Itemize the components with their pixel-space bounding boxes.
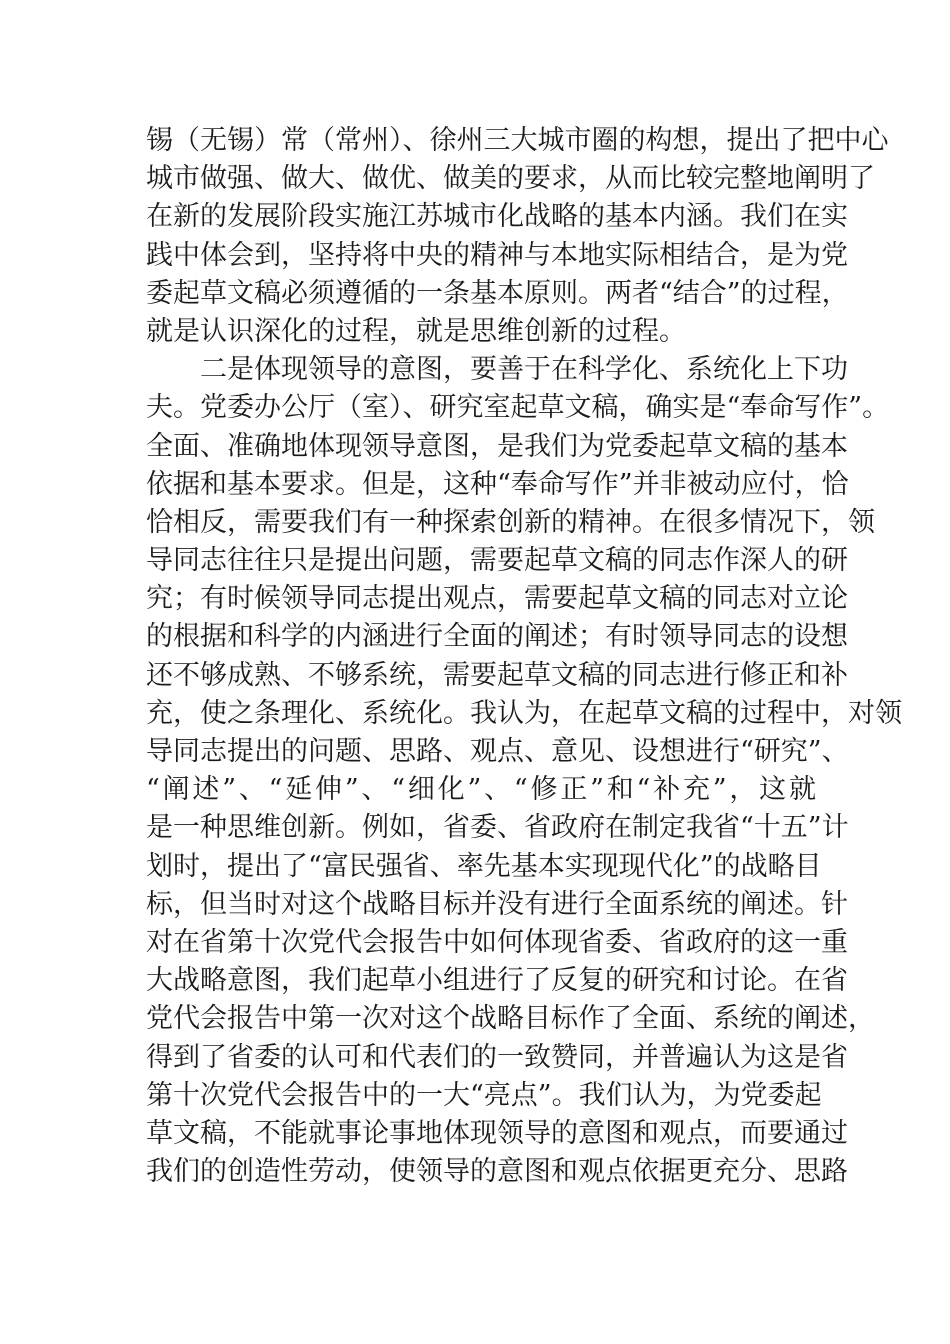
text-line: 是一种思维创新。例如，省委、省政府在制定我省“十五”计	[146, 812, 849, 844]
text-line: 二是体现领导的意图，要善于在科学化、系统化上下功	[200, 354, 848, 386]
text-line: 的根据和科学的内涵进行全面的阐述；有时领导同志的设想	[146, 621, 848, 653]
text-line: 草文稿，不能就事论事地体现领导的意图和观点，而要通过	[146, 1117, 848, 1149]
text-line: 委起草文稿必须遵循的一条基本原则。两者“结合”的过程，	[146, 277, 849, 309]
text-line: 城市做强、做大、做优、做美的要求，从而比较完整地阐明了	[146, 163, 875, 195]
text-line: 恰相反，需要我们有一种探索创新的精神。在很多情况下，领	[146, 506, 875, 538]
paragraph-2	[146, 351, 902, 1191]
text-line: 锡（无锡）常（常州）、徐州三大城市圈的构想，提出了把中心	[146, 125, 889, 156]
text-line: 导同志往往只是提出问题，需要起草文稿的同志作深人的研	[146, 545, 848, 577]
text-line: 就是认识深化的过程，就是思维创新的过程。	[146, 315, 686, 347]
text-line: 得到了省委的认可和代表们的一致赞同，并普遍认为这是省	[146, 1041, 848, 1073]
text-line: 在新的发展阶段实施江苏城市化战略的基本内涵。我们在实	[146, 201, 848, 233]
text-line: 我们的创造性劳动，使领导的意图和观点依据更充分、思路	[146, 1156, 848, 1188]
text-line: 践中体会到，坚持将中央的精神与本地实际相结合，是为党	[146, 239, 848, 271]
text-line: 导同志提出的问题、思路、观点、意见、设想进行“研究”、	[146, 736, 849, 767]
text-line: 划时，提出了“富民强省、率先基本实现现代化”的战略目	[146, 850, 822, 882]
text-line: 对在省第十次党代会报告中如何体现省委、省政府的这一重	[146, 926, 848, 958]
text-line: 依据和基本要求。但是，这种“奉命写作”并非被动应付，恰	[146, 468, 849, 500]
body-text	[146, 122, 902, 1191]
text-line: 全面、准确地体现领导意图，是我们为党委起草文稿的基本	[146, 430, 848, 462]
text-line: 党代会报告中第一次对这个战略目标作了全面、系统的阐述，	[146, 1003, 875, 1035]
text-line: 充，使之条理化、系统化。我认为，在起草文稿的过程中，对领	[146, 697, 902, 729]
text-line: 夫。党委办公厅（室）、研究室起草文稿，确实是“奉命写作”。	[146, 392, 890, 424]
text-line: 大战略意图，我们起草小组进行了反复的研究和讨论。在省	[146, 965, 848, 997]
text-line: 第十次党代会报告中的一大“亮点”。我们认为，为党委起	[146, 1079, 822, 1111]
paragraph-1	[146, 122, 889, 351]
text-line: 标，但当时对这个战略目标并没有进行全面系统的阐述。针	[146, 888, 848, 920]
text-line: 究；有时候领导同志提出观点，需要起草文稿的同志对立论	[146, 583, 848, 615]
text-line: “阐述”、“延伸”、“细化”、“修正”和“补充”，这就	[146, 774, 816, 806]
text-line: 还不够成熟、不够系统，需要起草文稿的同志进行修正和补	[146, 659, 848, 691]
